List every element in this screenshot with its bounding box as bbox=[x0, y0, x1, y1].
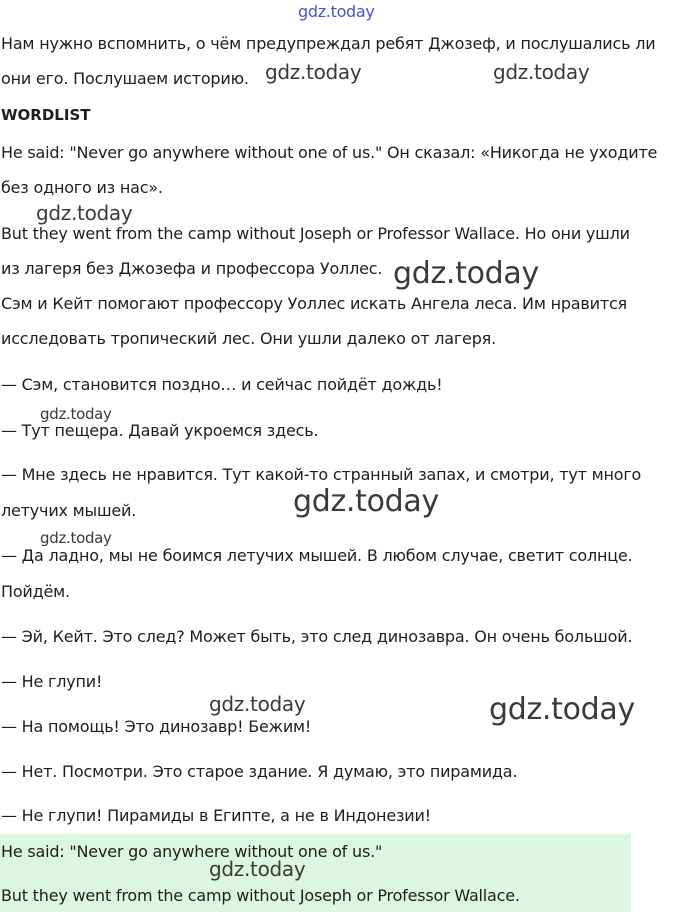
text-line: — Сэм, становится поздно… и сейчас пойдёт дождь! bbox=[1, 375, 443, 394]
watermark: gdz.today bbox=[209, 692, 306, 716]
intro-line-2: они его. Послушаем историю. bbox=[1, 69, 249, 88]
text-line: — На помощь! Это динозавр! Бежим! bbox=[1, 717, 312, 736]
text-line: летучих мышей. bbox=[1, 501, 137, 520]
text-line: — Не глупи! bbox=[1, 672, 103, 691]
text-line: — Эй, Кейт. Это след? Может быть, это след динозавра. Он очень большой. bbox=[1, 627, 633, 646]
watermark: gdz.today bbox=[209, 857, 306, 881]
wordlist-heading: WORDLIST bbox=[1, 106, 91, 124]
watermark: gdz.today bbox=[293, 484, 439, 519]
text-line: — Да ладно, мы не боимся летучих мышей. В любом случае, светит солнце. bbox=[1, 546, 633, 565]
text-line: — Мне здесь не нравится. Тут какой-то странный запах, и смотри, тут много bbox=[1, 465, 642, 484]
text-line: из лагеря без Джозефа и профессора Уоллес. bbox=[1, 259, 383, 278]
text-line: But they went from the camp without Joseph or Professor Wallace. Но они ушли bbox=[1, 224, 630, 243]
text-line: — Нет. Посмотри. Это старое здание. Я думаю, это пирамида. bbox=[1, 762, 518, 781]
watermark: gdz.today bbox=[298, 2, 375, 21]
text-line: Пойдём. bbox=[1, 582, 70, 601]
text-line: без одного из нас». bbox=[1, 178, 163, 197]
text-line: — Тут пещера. Давай укроемся здесь. bbox=[1, 421, 319, 440]
watermark: gdz.today bbox=[265, 60, 362, 84]
watermark: gdz.today bbox=[489, 692, 635, 727]
highlight-line-2: But they went from the camp without Joseph or Professor Wallace. bbox=[1, 886, 520, 905]
intro-line-1: Нам нужно вспомнить, о чём предупреждал ребят Джозеф, и послушались ли bbox=[1, 34, 656, 53]
watermark: gdz.today bbox=[40, 405, 112, 423]
text-line: — Не глупи! Пирамиды в Египте, а не в Индонезии! bbox=[1, 806, 431, 825]
text-line: He said: "Never go anywhere without one of us." Он сказал: «Никогда не уходите bbox=[1, 143, 658, 162]
watermark: gdz.today bbox=[393, 256, 539, 291]
watermark: gdz.today bbox=[493, 60, 590, 84]
text-line: Сэм и Кейт помогают профессору Уоллес искать Ангела леса. Им нравится bbox=[1, 294, 627, 313]
watermark: gdz.today bbox=[36, 201, 133, 225]
highlight-line-1: He said: "Never go anywhere without one of us." bbox=[1, 842, 383, 861]
watermark: gdz.today bbox=[40, 529, 112, 547]
text-line: исследовать тропический лес. Они ушли далеко от лагеря. bbox=[1, 329, 496, 348]
